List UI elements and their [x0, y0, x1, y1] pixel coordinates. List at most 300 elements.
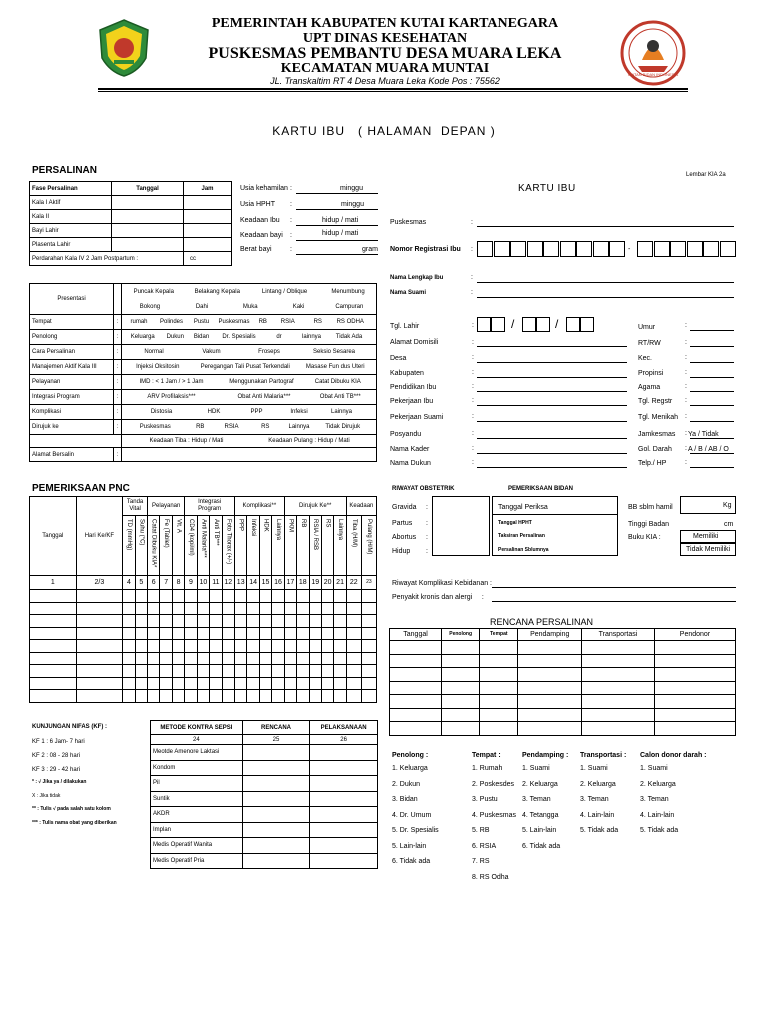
pnc-cell[interactable]	[148, 627, 160, 640]
pnc-cell[interactable]	[210, 690, 222, 703]
kartu-left-line[interactable]	[477, 405, 627, 406]
rencana-cell[interactable]	[582, 695, 655, 709]
rencana-cell[interactable]	[480, 695, 518, 709]
opt[interactable]: RB	[196, 424, 205, 430]
opt[interactable]: Campuran	[335, 303, 364, 310]
pnc-cell[interactable]	[123, 615, 135, 628]
pnc-cell[interactable]	[361, 677, 376, 690]
pnc-cell[interactable]	[321, 602, 333, 615]
keadaan-pulang[interactable]: Keadaan Pulang : Hidup / Mati	[268, 438, 350, 444]
keadaan-tiba[interactable]: Keadaan Tiba : Hidup / Mati	[149, 438, 224, 444]
pnc-cell[interactable]	[222, 677, 234, 690]
opt[interactable]: Kaki	[292, 303, 305, 310]
rencana-cell[interactable]	[654, 654, 735, 668]
opt[interactable]: Dukun	[166, 334, 184, 340]
pnc-cell[interactable]	[210, 627, 222, 640]
pnc-cell[interactable]	[197, 690, 209, 703]
pnc-cell[interactable]	[197, 640, 209, 653]
pnc-cell[interactable]	[185, 602, 197, 615]
pnc-cell[interactable]	[222, 640, 234, 653]
opt[interactable]: Lintang / Oblique	[261, 288, 308, 295]
pnc-cell[interactable]	[160, 627, 172, 640]
kb-pelaksanaan-cell[interactable]	[310, 760, 378, 776]
opt[interactable]: Menggunakan Partograf	[229, 379, 294, 385]
cell[interactable]	[184, 224, 232, 238]
pnc-cell[interactable]	[234, 652, 246, 665]
pnc-cell[interactable]	[30, 590, 77, 603]
rencana-cell[interactable]	[654, 681, 735, 695]
pnc-cell[interactable]	[160, 652, 172, 665]
kb-rencana-cell[interactable]	[242, 791, 309, 807]
pnc-cell[interactable]	[272, 677, 284, 690]
pnc-cell[interactable]	[247, 602, 259, 615]
pnc-cell[interactable]	[361, 627, 376, 640]
pnc-cell[interactable]	[321, 677, 333, 690]
pnc-cell[interactable]	[334, 602, 346, 615]
pnc-cell[interactable]	[148, 665, 160, 678]
pnc-cell[interactable]	[272, 640, 284, 653]
pnc-cell[interactable]	[247, 652, 259, 665]
tgl-box[interactable]	[580, 317, 594, 332]
pnc-cell[interactable]	[222, 665, 234, 678]
rencana-cell[interactable]	[442, 681, 480, 695]
pnc-cell[interactable]	[148, 590, 160, 603]
reg-digit-box[interactable]	[576, 241, 592, 257]
reg-digit-box[interactable]	[560, 241, 576, 257]
opt[interactable]: PPP	[250, 409, 263, 415]
rencana-cell[interactable]	[480, 708, 518, 722]
rencana-cell[interactable]	[582, 681, 655, 695]
pnc-cell[interactable]	[30, 627, 77, 640]
pnc-cell[interactable]	[160, 677, 172, 690]
kartu-left-line[interactable]	[477, 362, 627, 363]
pnc-cell[interactable]	[309, 652, 321, 665]
pnc-cell[interactable]	[76, 690, 123, 703]
pnc-cell[interactable]	[30, 690, 77, 703]
pnc-cell[interactable]	[160, 615, 172, 628]
pnc-cell[interactable]	[247, 640, 259, 653]
pnc-cell[interactable]	[259, 652, 271, 665]
pnc-cell[interactable]	[123, 602, 135, 615]
pnc-cell[interactable]	[76, 615, 123, 628]
pnc-cell[interactable]	[346, 590, 361, 603]
pnc-cell[interactable]	[234, 602, 246, 615]
alamat-line[interactable]	[477, 346, 627, 347]
pnc-cell[interactable]	[76, 627, 123, 640]
pnc-cell[interactable]	[334, 665, 346, 678]
pnc-cell[interactable]	[284, 615, 296, 628]
opt[interactable]: Puncak Kepala	[133, 288, 174, 295]
rencana-cell[interactable]	[582, 641, 655, 655]
tgl-box[interactable]	[536, 317, 550, 332]
pnc-cell[interactable]	[135, 615, 147, 628]
pnc-cell[interactable]	[123, 665, 135, 678]
rencana-cell[interactable]	[582, 654, 655, 668]
pnc-cell[interactable]	[297, 665, 309, 678]
rencana-cell[interactable]	[518, 695, 582, 709]
pnc-cell[interactable]	[297, 640, 309, 653]
kb-pelaksanaan-cell[interactable]	[310, 776, 378, 792]
kartu-left-line[interactable]	[477, 438, 627, 439]
pnc-cell[interactable]	[197, 627, 209, 640]
rencana-cell[interactable]	[390, 668, 442, 682]
usia-hpht-line[interactable]	[296, 209, 378, 210]
pnc-cell[interactable]	[197, 652, 209, 665]
cell[interactable]	[112, 196, 184, 210]
pnc-cell[interactable]	[259, 602, 271, 615]
pnc-cell[interactable]	[334, 590, 346, 603]
pnc-cell[interactable]	[185, 590, 197, 603]
nama-suami-line[interactable]	[477, 297, 734, 298]
pnc-cell[interactable]	[76, 640, 123, 653]
pnc-cell[interactable]	[247, 690, 259, 703]
opt[interactable]: Polindes	[159, 319, 183, 325]
rencana-cell[interactable]	[654, 668, 735, 682]
pnc-cell[interactable]	[185, 652, 197, 665]
pnc-cell[interactable]	[272, 627, 284, 640]
rencana-cell[interactable]	[480, 641, 518, 655]
pnc-cell[interactable]	[346, 690, 361, 703]
reg-digit-box[interactable]	[703, 241, 719, 257]
opt[interactable]: Belakang Kepala	[194, 288, 240, 295]
rencana-cell[interactable]	[654, 695, 735, 709]
pnc-cell[interactable]	[185, 677, 197, 690]
pnc-cell[interactable]	[210, 602, 222, 615]
pnc-cell[interactable]	[135, 690, 147, 703]
pnc-cell[interactable]	[259, 640, 271, 653]
pnc-cell[interactable]	[346, 602, 361, 615]
pnc-cell[interactable]	[222, 602, 234, 615]
rencana-cell[interactable]	[442, 708, 480, 722]
pnc-cell[interactable]	[346, 615, 361, 628]
opt[interactable]: Tidak Dirujuk	[325, 424, 361, 430]
pnc-cell[interactable]	[309, 640, 321, 653]
kartu-right-line[interactable]	[690, 405, 734, 406]
pnc-cell[interactable]	[185, 627, 197, 640]
pnc-cell[interactable]	[30, 652, 77, 665]
opt[interactable]: Keluarga	[130, 334, 155, 340]
pnc-cell[interactable]	[172, 690, 184, 703]
opt[interactable]: RSIA	[280, 319, 295, 325]
pnc-cell[interactable]	[259, 627, 271, 640]
pnc-cell[interactable]	[361, 690, 376, 703]
pnc-cell[interactable]	[309, 602, 321, 615]
rencana-cell[interactable]	[390, 708, 442, 722]
rtrw-line[interactable]	[690, 346, 734, 347]
pnc-cell[interactable]	[30, 602, 77, 615]
cell[interactable]	[112, 224, 184, 238]
kartu-left-line[interactable]	[477, 377, 627, 378]
pnc-cell[interactable]	[321, 665, 333, 678]
reg-digit-box[interactable]	[510, 241, 526, 257]
pnc-cell[interactable]	[297, 690, 309, 703]
reg-digit-box[interactable]	[593, 241, 609, 257]
pnc-cell[interactable]	[197, 602, 209, 615]
pnc-cell[interactable]	[309, 627, 321, 640]
rencana-cell[interactable]	[390, 654, 442, 668]
pnc-cell[interactable]	[321, 590, 333, 603]
pnc-cell[interactable]	[297, 590, 309, 603]
opt[interactable]: IMD : < 1 Jam / > 1 Jam	[139, 379, 204, 385]
pnc-cell[interactable]	[334, 627, 346, 640]
pnc-cell[interactable]	[259, 690, 271, 703]
opt[interactable]: Froseps	[258, 349, 280, 355]
tgl-box[interactable]	[491, 317, 505, 332]
pnc-cell[interactable]	[247, 615, 259, 628]
pnc-cell[interactable]	[197, 665, 209, 678]
pnc-cell[interactable]	[297, 627, 309, 640]
pnc-cell[interactable]	[247, 665, 259, 678]
opt[interactable]: Dahi	[195, 303, 209, 310]
reg-digit-box[interactable]	[543, 241, 559, 257]
pnc-cell[interactable]	[135, 665, 147, 678]
pnc-cell[interactable]	[334, 690, 346, 703]
opt[interactable]: RS	[261, 424, 270, 430]
rencana-cell[interactable]	[390, 695, 442, 709]
pnc-cell[interactable]	[160, 665, 172, 678]
pnc-cell[interactable]	[197, 590, 209, 603]
pnc-cell[interactable]	[284, 602, 296, 615]
opt[interactable]: Pustu	[193, 319, 210, 325]
pnc-cell[interactable]	[234, 590, 246, 603]
opt[interactable]: Vakum	[202, 349, 221, 355]
opt[interactable]: Bidan	[193, 334, 210, 340]
opt[interactable]: ARV Profilaksis***	[147, 394, 196, 400]
pnc-cell[interactable]	[361, 665, 376, 678]
pnc-cell[interactable]	[284, 590, 296, 603]
pnc-cell[interactable]	[222, 590, 234, 603]
kb-rencana-cell[interactable]	[242, 807, 309, 823]
pnc-cell[interactable]	[210, 615, 222, 628]
opt[interactable]: Seksio Sesarea	[312, 349, 356, 355]
keadaan-ibu-line[interactable]	[296, 225, 378, 226]
keadaan-bayi-line[interactable]	[296, 240, 378, 241]
opt[interactable]: Puskesmas	[139, 424, 171, 430]
rencana-cell[interactable]	[442, 695, 480, 709]
opt[interactable]: Lainnya	[288, 424, 310, 430]
pnc-cell[interactable]	[197, 677, 209, 690]
rencana-cell[interactable]	[518, 654, 582, 668]
pnc-cell[interactable]	[334, 615, 346, 628]
pnc-cell[interactable]	[284, 665, 296, 678]
opt[interactable]: Catat Dibuku KIA	[314, 379, 361, 385]
pnc-cell[interactable]	[185, 665, 197, 678]
opt[interactable]: RB	[258, 319, 267, 325]
opt[interactable]: Obat Anti TB***	[319, 394, 361, 400]
pnc-cell[interactable]	[247, 590, 259, 603]
opt[interactable]: Lainnya	[330, 409, 353, 415]
opt[interactable]: Dr. Spesialis	[222, 334, 256, 340]
opt[interactable]: RSIA	[224, 424, 239, 430]
pnc-cell[interactable]	[321, 652, 333, 665]
pnc-cell[interactable]	[135, 627, 147, 640]
pnc-cell[interactable]	[259, 615, 271, 628]
pnc-cell[interactable]	[361, 615, 376, 628]
kb-pelaksanaan-cell[interactable]	[310, 807, 378, 823]
pnc-cell[interactable]	[309, 665, 321, 678]
kb-pelaksanaan-cell[interactable]	[310, 791, 378, 807]
pnc-cell[interactable]	[234, 640, 246, 653]
pnc-cell[interactable]	[284, 640, 296, 653]
rencana-cell[interactable]	[654, 641, 735, 655]
pnc-cell[interactable]	[172, 652, 184, 665]
pnc-cell[interactable]	[234, 665, 246, 678]
pnc-cell[interactable]	[272, 590, 284, 603]
pnc-cell[interactable]	[76, 590, 123, 603]
pnc-cell[interactable]	[222, 652, 234, 665]
pnc-cell[interactable]	[297, 615, 309, 628]
pnc-cell[interactable]	[172, 590, 184, 603]
opt[interactable]: Normal	[144, 349, 164, 355]
pnc-cell[interactable]	[160, 690, 172, 703]
kb-rencana-cell[interactable]	[242, 838, 309, 854]
penyakit-line[interactable]	[492, 601, 736, 602]
pnc-cell[interactable]	[185, 615, 197, 628]
pnc-cell[interactable]	[123, 652, 135, 665]
pnc-cell[interactable]	[297, 652, 309, 665]
pnc-cell[interactable]	[148, 652, 160, 665]
kb-pelaksanaan-cell[interactable]	[310, 745, 378, 761]
pnc-cell[interactable]	[210, 652, 222, 665]
pnc-cell[interactable]	[309, 615, 321, 628]
pnc-cell[interactable]	[135, 677, 147, 690]
pnc-cell[interactable]	[160, 602, 172, 615]
opt[interactable]: Tidak Ada	[335, 334, 363, 340]
opt[interactable]: lainnya	[301, 334, 321, 340]
pnc-cell[interactable]	[346, 652, 361, 665]
puskesmas-line[interactable]	[477, 226, 734, 227]
kartu-left-line[interactable]	[477, 421, 627, 422]
pnc-cell[interactable]	[172, 640, 184, 653]
reg-digit-box[interactable]	[720, 241, 736, 257]
kartu-right-line[interactable]	[690, 438, 734, 439]
pnc-cell[interactable]	[346, 627, 361, 640]
pnc-cell[interactable]	[30, 677, 77, 690]
pnc-cell[interactable]	[172, 677, 184, 690]
pnc-cell[interactable]	[148, 640, 160, 653]
pnc-cell[interactable]	[361, 602, 376, 615]
tgl-box[interactable]	[566, 317, 580, 332]
cell[interactable]	[112, 210, 184, 224]
pnc-cell[interactable]	[210, 665, 222, 678]
pnc-cell[interactable]	[210, 640, 222, 653]
pnc-cell[interactable]	[123, 677, 135, 690]
rencana-cell[interactable]	[480, 654, 518, 668]
kb-rencana-cell[interactable]	[242, 745, 309, 761]
opt[interactable]: Peregangan Tali Pusat Terkendali	[200, 364, 290, 370]
cell[interactable]	[184, 196, 232, 210]
rencana-cell[interactable]	[442, 641, 480, 655]
reg-digit-box[interactable]	[687, 241, 703, 257]
umur-line[interactable]	[690, 330, 734, 331]
tgl-box[interactable]	[477, 317, 491, 332]
kartu-right-line[interactable]	[690, 377, 734, 378]
rencana-cell[interactable]	[442, 654, 480, 668]
kb-rencana-cell[interactable]	[242, 853, 309, 869]
pnc-cell[interactable]	[272, 665, 284, 678]
rencana-cell[interactable]	[480, 722, 518, 736]
opt[interactable]: RS ODHA	[336, 319, 364, 325]
kb-pelaksanaan-cell[interactable]	[310, 838, 378, 854]
pnc-cell[interactable]	[135, 640, 147, 653]
kartu-left-line[interactable]	[477, 467, 627, 468]
kb-rencana-cell[interactable]	[242, 760, 309, 776]
rencana-cell[interactable]	[518, 681, 582, 695]
rencana-cell[interactable]	[518, 641, 582, 655]
kb-pelaksanaan-cell[interactable]	[310, 822, 378, 838]
kb-pelaksanaan-cell[interactable]	[310, 853, 378, 869]
rencana-cell[interactable]	[654, 722, 735, 736]
rencana-cell[interactable]	[480, 668, 518, 682]
riw-komplikasi-line[interactable]	[492, 587, 736, 588]
rencana-cell[interactable]	[582, 708, 655, 722]
rencana-cell[interactable]	[390, 722, 442, 736]
pnc-cell[interactable]	[135, 602, 147, 615]
reg-digit-box[interactable]	[494, 241, 510, 257]
tgl-box[interactable]	[522, 317, 536, 332]
rencana-cell[interactable]	[390, 681, 442, 695]
pnc-cell[interactable]	[76, 652, 123, 665]
opt[interactable]: Masase Fun dus Uteri	[305, 364, 365, 370]
pnc-cell[interactable]	[284, 677, 296, 690]
kartu-right-line[interactable]	[690, 362, 734, 363]
opt[interactable]: Menumbung	[331, 288, 365, 295]
cell[interactable]	[112, 238, 184, 252]
pnc-cell[interactable]	[222, 627, 234, 640]
pnc-cell[interactable]	[284, 690, 296, 703]
kartu-left-line[interactable]	[477, 391, 627, 392]
reg-digit-box[interactable]	[654, 241, 670, 257]
kartu-right-line[interactable]	[690, 421, 734, 422]
pnc-cell[interactable]	[259, 677, 271, 690]
pnc-cell[interactable]	[272, 690, 284, 703]
pnc-cell[interactable]	[361, 590, 376, 603]
pnc-cell[interactable]	[222, 690, 234, 703]
usia-kehamilan-line[interactable]	[296, 193, 378, 194]
reg-digit-box[interactable]	[637, 241, 653, 257]
pnc-cell[interactable]	[160, 640, 172, 653]
pnc-cell[interactable]	[361, 652, 376, 665]
pnc-cell[interactable]	[334, 640, 346, 653]
pnc-cell[interactable]	[30, 640, 77, 653]
rencana-cell[interactable]	[518, 668, 582, 682]
pnc-cell[interactable]	[346, 665, 361, 678]
pnc-cell[interactable]	[321, 690, 333, 703]
kartu-left-line[interactable]	[477, 453, 627, 454]
pnc-cell[interactable]	[247, 677, 259, 690]
opt[interactable]: RS	[313, 319, 322, 325]
pnc-cell[interactable]	[234, 677, 246, 690]
opt[interactable]: rumah	[130, 319, 148, 325]
rencana-cell[interactable]	[518, 722, 582, 736]
kb-rencana-cell[interactable]	[242, 822, 309, 838]
pnc-cell[interactable]	[210, 677, 222, 690]
reg-digit-box[interactable]	[477, 241, 493, 257]
kartu-right-line[interactable]	[690, 453, 734, 454]
pnc-cell[interactable]	[160, 590, 172, 603]
pnc-cell[interactable]	[172, 665, 184, 678]
pnc-cell[interactable]	[172, 602, 184, 615]
rencana-cell[interactable]	[582, 722, 655, 736]
pnc-cell[interactable]	[297, 602, 309, 615]
pnc-cell[interactable]	[272, 615, 284, 628]
pnc-cell[interactable]	[334, 677, 346, 690]
pnc-cell[interactable]	[309, 690, 321, 703]
pnc-cell[interactable]	[148, 615, 160, 628]
pnc-cell[interactable]	[284, 627, 296, 640]
opt[interactable]: Infeksi	[290, 409, 308, 415]
pnc-cell[interactable]	[297, 677, 309, 690]
